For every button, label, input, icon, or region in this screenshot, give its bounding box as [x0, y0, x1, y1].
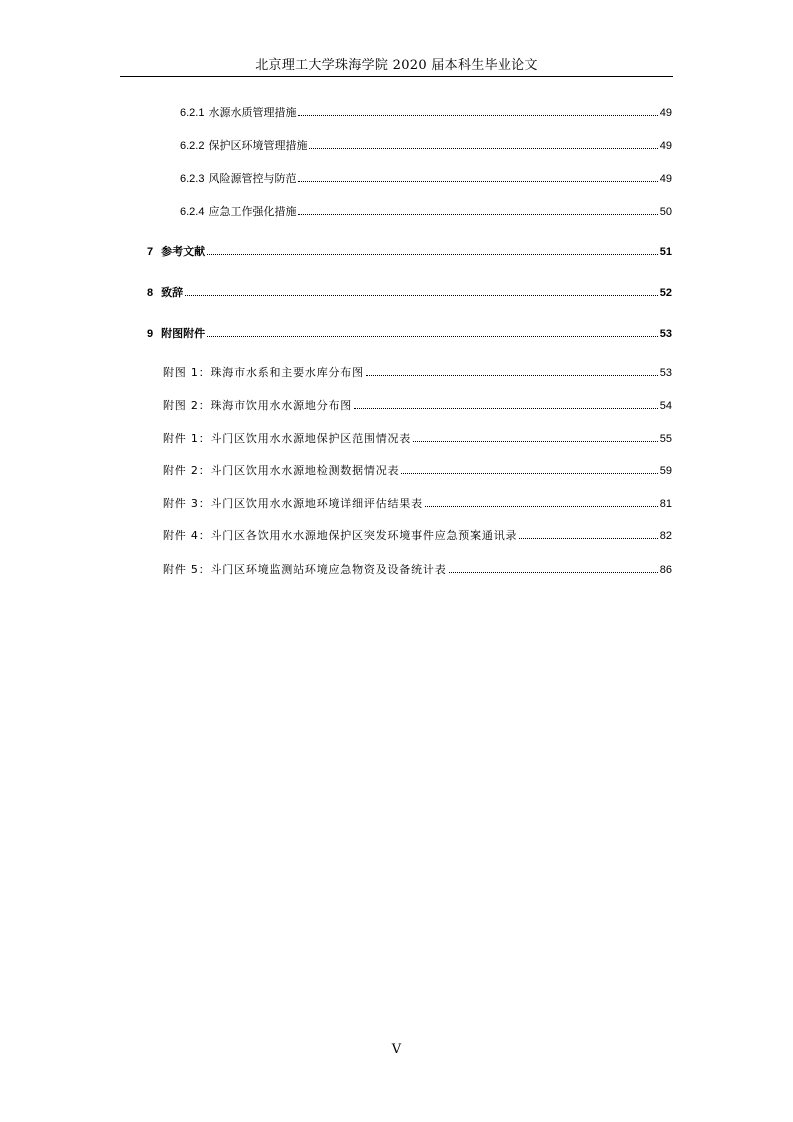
page-number: V	[391, 1042, 402, 1057]
toc-entry-page: 53	[659, 328, 672, 340]
toc-entry-figure-1[interactable]	[163, 365, 672, 381]
toc-entry-page: 49	[659, 173, 672, 185]
toc-entry-page: 52	[659, 287, 672, 299]
toc-entry-title: 附件 2：斗门区饮用水水源地检测数据情况表	[163, 464, 400, 477]
toc-entry-8[interactable]	[147, 285, 672, 301]
toc-entry-page: 55	[659, 433, 672, 445]
dot-leader	[413, 441, 658, 442]
toc-entry-6-2-4[interactable]	[180, 204, 672, 220]
toc-entry-title: 附件 5：斗门区环境监测站环境应急物资及设备统计表	[163, 563, 447, 576]
toc-entry-appendix-5[interactable]	[163, 562, 672, 578]
dot-leader	[366, 375, 658, 376]
toc-entry-number: 6.2.1	[180, 107, 205, 119]
toc-entry-page: 54	[659, 400, 672, 412]
toc-entry-page: 82	[659, 530, 672, 542]
dot-leader	[425, 506, 658, 507]
toc-entry-number: 6.2.3	[180, 173, 205, 185]
toc-entry-page: 86	[659, 564, 672, 576]
toc-entry-page: 59	[659, 465, 672, 477]
dot-leader	[354, 408, 658, 409]
toc-entry-number: 9	[147, 328, 154, 340]
toc-entry-appendix-2[interactable]	[163, 463, 672, 479]
toc-entry-6-2-3[interactable]	[180, 171, 672, 187]
toc-entry-6-2-1[interactable]	[180, 105, 672, 121]
header-rule	[120, 76, 673, 77]
dot-leader	[309, 148, 657, 149]
toc-entry-title: 附件 1：斗门区饮用水水源地保护区范围情况表	[163, 432, 412, 445]
toc-entry-title: 参考文献	[161, 245, 206, 258]
dot-leader	[207, 254, 658, 255]
toc-entry-appendix-4[interactable]	[163, 528, 672, 544]
toc-entry-page: 49	[659, 107, 672, 119]
toc-entry-title: 保护区环境管理措施	[208, 139, 308, 152]
dot-leader	[298, 181, 657, 182]
dot-leader	[298, 214, 657, 215]
toc-entry-page: 53	[659, 367, 672, 379]
toc-entry-title: 附件 4：斗门区各饮用水水源地保护区突发环境事件应急预案通讯录	[163, 529, 518, 542]
toc-entry-number: 6.2.2	[180, 140, 205, 152]
toc-entry-number: 7	[147, 246, 154, 258]
dot-leader	[519, 538, 657, 539]
toc-entry-title: 水源水质管理措施	[208, 106, 297, 119]
toc-entry-number: 6.2.4	[180, 206, 205, 218]
dot-leader	[449, 572, 658, 573]
toc-entry-figure-2[interactable]	[163, 398, 672, 414]
dot-leader	[298, 115, 657, 116]
toc-entry-title: 风险源管控与防范	[208, 172, 297, 185]
toc-entry-page: 51	[659, 246, 672, 258]
dot-leader	[401, 473, 657, 474]
toc-entry-title: 附图 2：珠海市饮用水水源地分布图	[163, 399, 353, 412]
running-header: 北京理工大学珠海学院 2020 届本科生毕业论文	[255, 58, 538, 73]
toc-entry-title: 附图 1：珠海市水系和主要水库分布图	[163, 366, 364, 379]
toc-entry-page: 81	[659, 498, 672, 510]
toc-entry-title: 附件 3：斗门区饮用水水源地环境详细评估结果表	[163, 497, 423, 510]
toc-entry-appendix-1[interactable]	[163, 431, 672, 447]
toc-entry-page: 49	[659, 140, 672, 152]
toc-entry-title: 致辞	[161, 286, 184, 299]
toc-entry-title: 应急工作强化措施	[208, 205, 297, 218]
toc-entry-7[interactable]	[147, 244, 672, 260]
toc-entry-appendix-3[interactable]	[163, 496, 672, 512]
toc-entry-number: 8	[147, 287, 154, 299]
toc-entry-page: 50	[659, 206, 672, 218]
dot-leader	[207, 336, 658, 337]
toc-entry-9[interactable]	[147, 326, 672, 342]
toc-entry-title: 附图附件	[161, 327, 206, 340]
toc-entry-6-2-2[interactable]	[180, 138, 672, 154]
dot-leader	[185, 295, 658, 296]
